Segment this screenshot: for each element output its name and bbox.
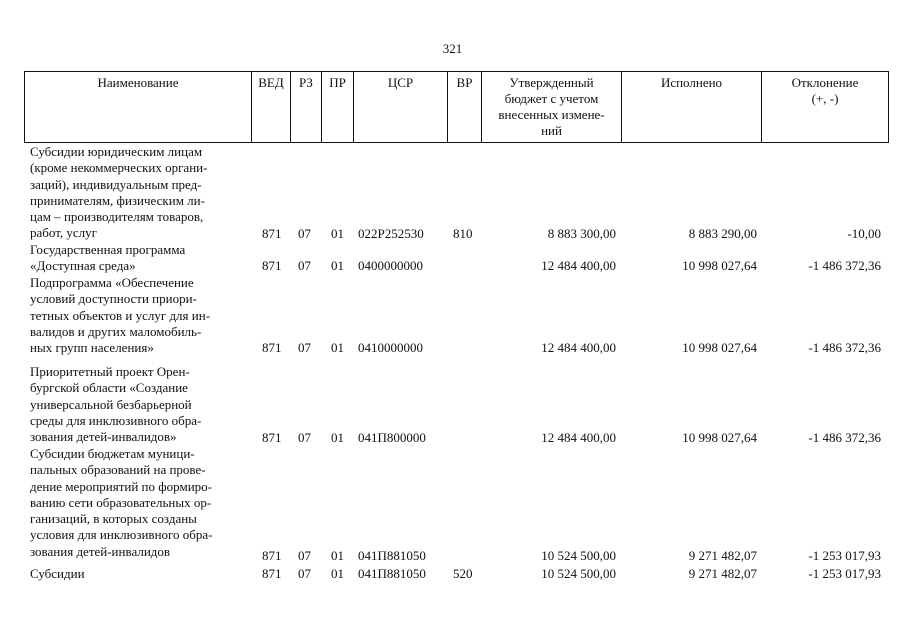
cell-csr: 041П881050 [358,548,426,563]
header-vr [447,71,481,143]
row-name-line: (кроме некоммерческих органи- [30,160,208,176]
header-budget-line: бюджет с учетом [504,91,599,106]
header-ved-label: ВЕД [258,75,284,90]
cell-rz: 07 [298,340,311,355]
cell-pr: 01 [331,258,344,273]
cell-rz: 07 [298,226,311,241]
row-name [30,364,239,445]
header-csr-label: ЦСР [387,75,414,90]
cell-csr: 041П800000 [358,430,426,445]
row-name-line: заций), индивидуальным пред- [30,176,202,192]
cell-rz: 07 [298,258,311,273]
cell-executed: 10 998 027,64 [682,430,757,445]
row-name-line: принимателям, физическим ли- [30,192,205,208]
row-name-line: условий доступности приори- [30,291,197,307]
cell-budget: 12 484 400,00 [541,258,616,273]
header-budget-label [482,72,621,139]
row-name-line: Субсидии [30,566,85,581]
cell-deviation: -1 253 017,93 [808,548,881,563]
cell-pr: 01 [331,226,344,241]
row-name-line: зования детей-инвалидов [30,543,171,559]
row-name [30,144,239,242]
header-executed [621,71,761,143]
row-name-line: Субсидии юридическим лицам [30,144,203,159]
cell-deviation: -1 486 372,36 [808,340,881,355]
cell-executed: 10 998 027,64 [682,340,757,355]
header-ved [251,71,290,143]
row-name [30,446,239,560]
cell-ved: 871 [262,430,282,445]
header-csr [353,71,447,143]
cell-ved: 871 [262,566,282,581]
cell-pr: 01 [331,430,344,445]
header-executed-label: Исполнено [660,75,723,90]
cell-vr: 520 [453,566,473,581]
header-pr-label: ПР [329,75,346,90]
row-name-line: цам – производителям товаров, [30,209,204,225]
header-budget-line: ний [541,123,562,138]
cell-executed: 9 271 482,07 [688,548,757,563]
cell-deviation: -1 486 372,36 [808,430,881,445]
cell-rz: 07 [298,566,311,581]
header-rz [290,71,321,143]
cell-rz: 07 [298,548,311,563]
row-name-line: ных групп населения» [30,340,154,356]
header-deviation-line: (+, -) [811,91,839,106]
cell-vr: 810 [453,226,473,241]
row-name-line: Субсидии бюджетам муници- [30,446,195,461]
row-name [30,242,239,275]
cell-csr: 022P252530 [358,226,424,241]
cell-executed: 10 998 027,64 [682,258,757,273]
header-vr-label: ВР [456,75,473,90]
header-name [24,71,251,143]
row-name-line: Приоритетный проект Орен- [30,364,190,379]
row-name-line: универсальной безбарьерной [30,396,192,412]
cell-pr: 01 [331,340,344,355]
row-name-line: ганизаций, в которых созданы [30,511,197,527]
cell-rz: 07 [298,430,311,445]
cell-csr: 041П881050 [358,566,426,581]
row-name-line: работ, услуг [30,225,98,241]
row-name-line: условия для инклюзивного обра- [30,527,213,543]
header-budget-line: внесенных измене- [498,107,605,122]
header-deviation-label [762,72,888,107]
header-name-label: Наименование [97,75,179,90]
cell-budget: 10 524 500,00 [541,566,616,581]
header-budget-line: Утвержденный [509,75,594,90]
header-deviation-line: Отклонение [791,75,859,90]
cell-ved: 871 [262,226,282,241]
cell-deviation: -1 253 017,93 [808,566,881,581]
header-deviation [761,71,889,143]
row-name-line: дение мероприятий по формиро- [30,478,212,494]
cell-ved: 871 [262,258,282,273]
header-rz-label: РЗ [299,75,313,90]
row-name-line: ванию сети образовательных ор- [30,494,212,510]
cell-deviation: -10,00 [847,226,881,241]
cell-csr: 0410000000 [358,340,423,355]
row-name [30,275,239,356]
cell-pr: 01 [331,566,344,581]
cell-budget: 12 484 400,00 [541,340,616,355]
cell-executed: 8 883 290,00 [688,226,757,241]
row-name-line: пальных образований на прове- [30,462,206,478]
row-name [30,566,239,582]
row-name-line: тетных объектов и услуг для ин- [30,307,211,323]
cell-budget: 12 484 400,00 [541,430,616,445]
row-name-line: среды для инклюзивного обра- [30,412,202,428]
cell-executed: 9 271 482,07 [688,566,757,581]
cell-ved: 871 [262,548,282,563]
cell-deviation: -1 486 372,36 [808,258,881,273]
row-name-line: Подпрограмма «Обеспечение [30,275,194,290]
cell-budget: 10 524 500,00 [541,548,616,563]
row-name-line: валидов и других маломобиль- [30,323,202,339]
cell-csr: 0400000000 [358,258,423,273]
header-budget [481,71,621,143]
row-name-line: зования детей-инвалидов» [30,429,177,445]
row-name-line: бургской области «Создание [30,380,188,396]
cell-pr: 01 [331,548,344,563]
cell-budget: 8 883 300,00 [547,226,616,241]
page-number: 321 [442,41,463,56]
row-name-line: «Доступная среда» [30,258,136,274]
header-pr [321,71,353,143]
cell-ved: 871 [262,340,282,355]
row-name-line: Государственная программа [30,242,186,257]
